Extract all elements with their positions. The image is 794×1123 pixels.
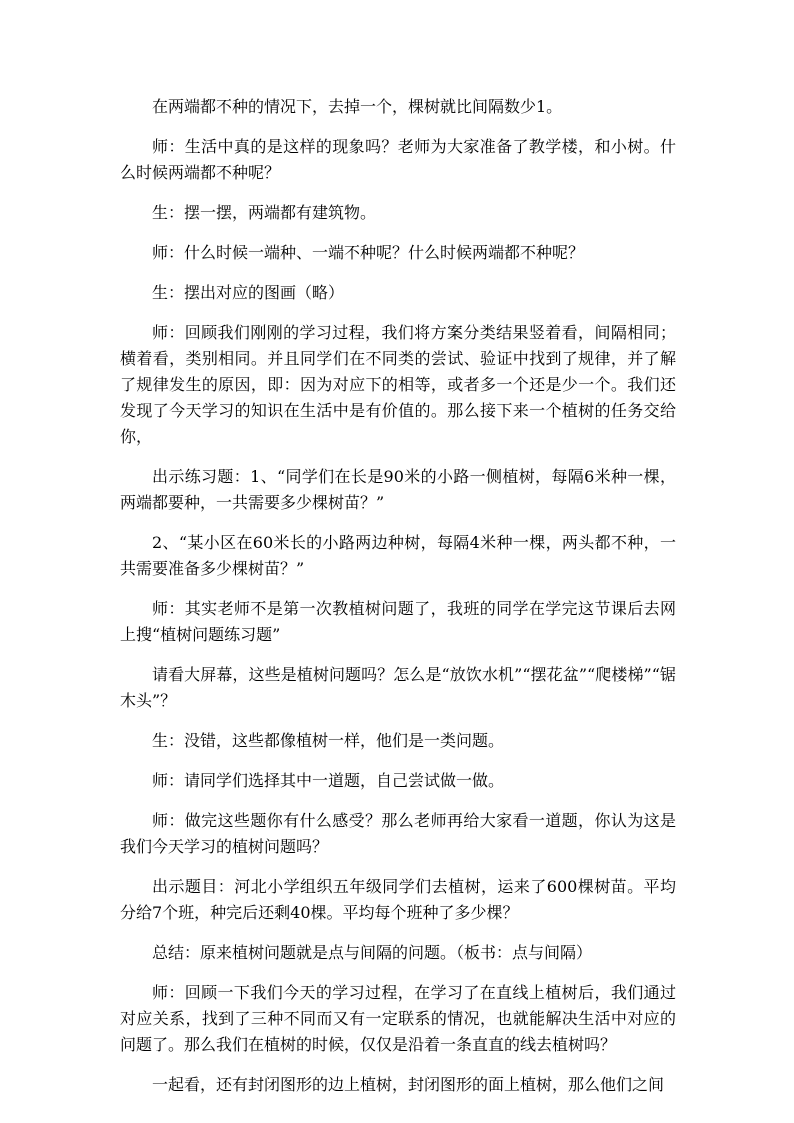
paragraph-9: 师：其实老师不是第一次教植树问题了，我班的同学在学完这节课后去网上搜“植树问题练习题”	[120, 599, 676, 644]
paragraph-16: 师：回顾一下我们今天的学习过程，在学习了在直线上植树后，我们通过对应关系，找到了三种不同而又有一定联系的情况，也就能解决生活中对应的问题了。那么我们在植树的时候，仅仅是沿着一条直直的线去植树吗？	[120, 983, 676, 1054]
paragraph-15: 总结：原来植树问题就是点与间隔的问题。（板书：点与间隔）	[152, 943, 593, 962]
document-body	[120, 94, 676, 1112]
paragraph-1: 在两端都不种的情况下，去掉一个，棵树就比间隔数少1。	[152, 97, 563, 116]
paragraph-11: 生：没错，这些都像植树一样，他们是一类问题。	[152, 731, 505, 750]
paragraph-17: 一起看，还有封闭图形的边上植树，封闭图形的面上植树，那么他们之间	[152, 1075, 665, 1094]
paragraph-12: 师：请同学们选择其中一道题，自己尝试做一做。	[152, 771, 505, 790]
paragraph-14: 出示题目：河北小学组织五年级同学们去植树，运来了600棵树苗。平均分给7个班，种完后还剩40棵。平均每个班种了多少棵？	[120, 877, 676, 922]
paragraph-8: 2、“某小区在60米长的小路两边种树，每隔4米种一棵，两头都不种，一共需要准备多少棵树苗？”	[120, 533, 676, 578]
paragraph-6: 师：回顾我们刚刚的学习过程，我们将方案分类结果竖着看，间隔相同；横着看，类别相同。并且同学们在不同类的尝试、验证中找到了规律，并了解了规律发生的原因，即：因为对应下的相等，或者多一个还是少一个。我们还发现了今天学习的知识在生活中是有价值的。那么接下来一个植树的任务交给你，	[120, 323, 676, 446]
paragraph-2: 师：生活中真的是这样的现象吗？老师为大家准备了教学楼，和小树。什么时候两端都不种呢？	[120, 137, 676, 182]
paragraph-13: 师：做完这些题你有什么感受？那么老师再给大家看一道题，你认为这是我们今天学习的植树问题吗？	[120, 811, 676, 856]
paragraph-4: 师：什么时候一端种、一端不种呢？什么时候两端都不种呢？	[152, 243, 585, 262]
paragraph-7: 出示练习题：1、“同学们在长是90米的小路一侧植树，每隔6米种一棵，两端都要种，一共需要多少棵树苗？”	[120, 467, 676, 512]
paragraph-3: 生：摆一摆，两端都有建筑物。	[152, 203, 377, 222]
paragraph-5: 生：摆出对应的图画（略）	[152, 283, 345, 302]
paragraph-10: 请看大屏幕，这些是植树问题吗？怎么是“放饮水机”“摆花盆”“爬楼梯”“锯木头”？	[120, 665, 676, 710]
